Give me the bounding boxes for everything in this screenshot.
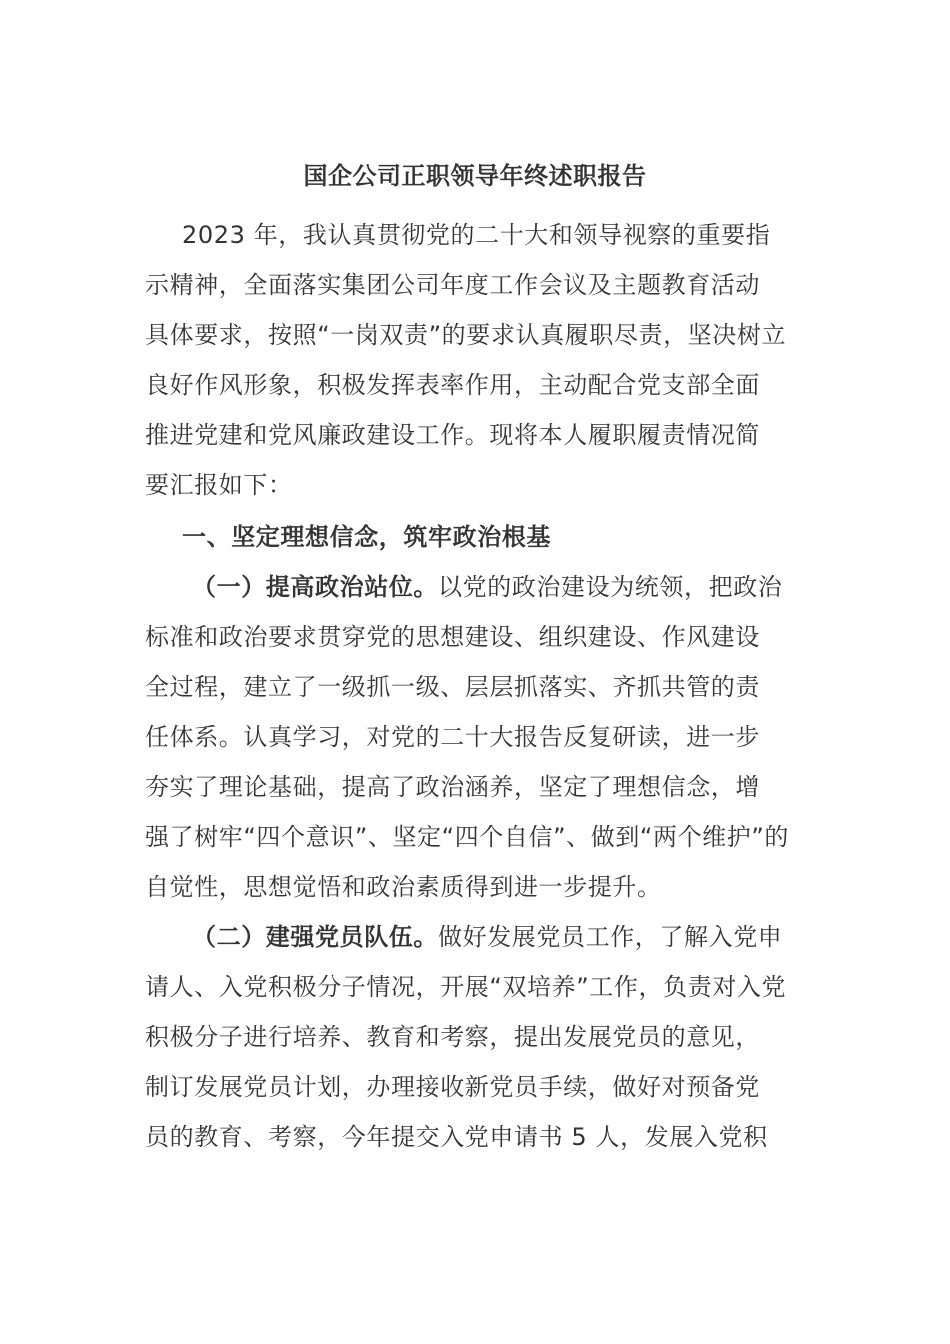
paragraph-line: 夯实了理论基础，提高了政治涵养，坚定了理想信念，增: [145, 773, 760, 801]
paragraph-line: 制订发展党员计划，办理接收新党员手续，做好对预备党: [145, 1073, 760, 1101]
intro-line: 具体要求，按照“一岗双责”的要求认真履职尽责，坚决树立: [145, 321, 787, 349]
subsection-text: 以党的政治建设为统领，把政治: [438, 573, 783, 601]
subsection-first-line: [145, 912, 805, 962]
intro-line: 示精神，全面落实集团公司年度工作会议及主题教育活动: [145, 271, 760, 299]
paragraph-line: 全过程，建立了一级抓一级、层层抓落实、齐抓共管的责: [145, 673, 760, 701]
paragraph-line: 标准和政治要求贯穿党的思想建设、组织建设、作风建设: [145, 623, 760, 651]
section-heading: 一、坚定理想信念，筑牢政治根基: [182, 523, 551, 551]
paragraph-line: 请人、入党积极分子情况，开展“双培养”工作，负责对入党: [145, 973, 787, 1001]
subsection-text: 做好发展党员工作，了解入党申: [438, 923, 783, 951]
intro-paragraph: [145, 210, 805, 510]
subsection-2: [145, 912, 805, 1162]
intro-line: 2023 年，我认真贯彻党的二十大和领导视察的重要指: [182, 221, 771, 249]
paragraph-line: 任体系。认真学习，对党的二十大报告反复研读，进一步: [145, 723, 760, 751]
subsection-1: [145, 562, 805, 912]
paragraph-line: 自觉性，思想觉悟和政治素质得到进一步提升。: [145, 873, 662, 901]
subsection-heading: （二）建强党员队伍。: [192, 923, 438, 951]
section-1: [145, 512, 805, 562]
subsection-heading: （一）提高政治站位。: [192, 573, 438, 601]
paragraph-line: 积极分子进行培养、教育和考察，提出发展党员的意见，: [145, 1023, 760, 1051]
intro-line: 推进党建和党风廉政建设工作。现将本人履职履责情况简: [145, 421, 760, 449]
document-title: 国企公司正职领导年终述职报告: [303, 162, 647, 190]
paragraph-line: 员的教育、考察，今年提交入党申请书 5 人，发展入党积: [145, 1123, 768, 1151]
intro-line: 要汇报如下：: [145, 471, 293, 499]
paragraph-line: 强了树牢“四个意识”、坚定“四个自信”、做到“两个维护”的: [145, 823, 789, 851]
intro-line: 良好作风形象，积极发挥表率作用，主动配合党支部全面: [145, 371, 760, 399]
subsection-first-line: [145, 562, 805, 612]
